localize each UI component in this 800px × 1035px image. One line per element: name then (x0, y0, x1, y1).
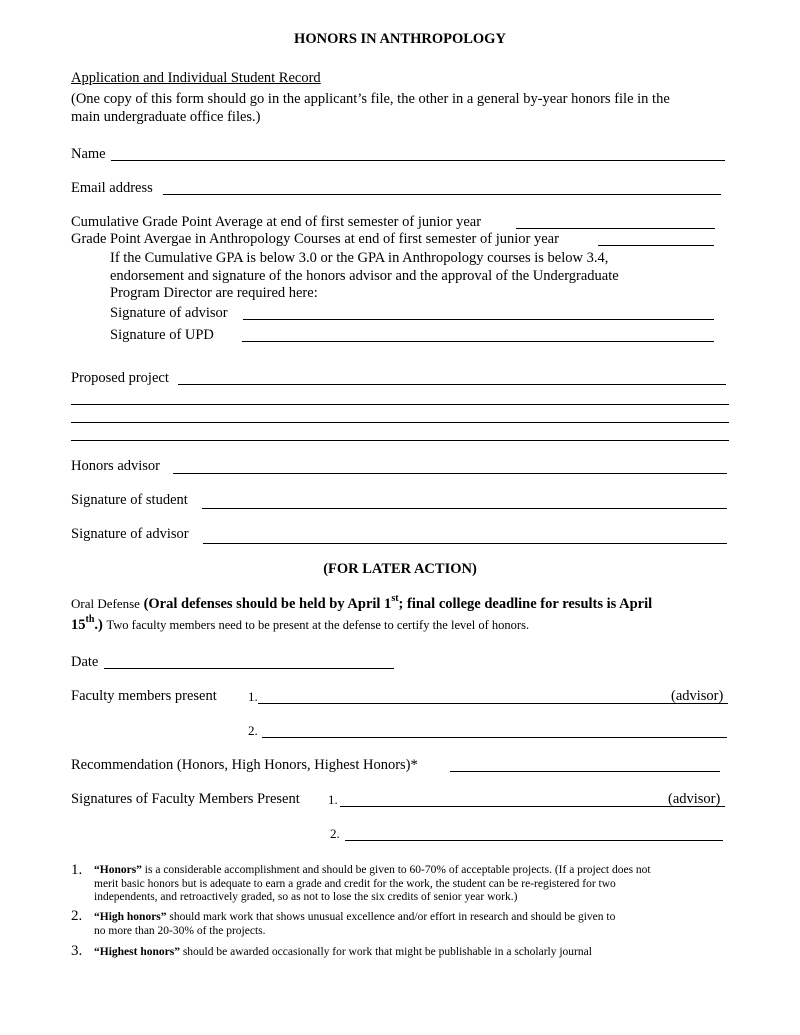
footnote-3 (94, 946, 592, 960)
date-line[interactable] (104, 668, 394, 669)
oral-defense-line-1 (71, 593, 653, 613)
cumulative-gpa-label: Cumulative Grade Point Average at end of first semester of junior year (71, 214, 482, 230)
signatures-faculty-label: Signatures of Faculty Members Present (71, 791, 300, 807)
signatures-faculty-advisor-tag: (advisor) (668, 791, 721, 807)
footnote-3-number: 3. (71, 943, 83, 959)
footnote-2-term: “High honors” (94, 911, 167, 923)
form-subtitle: Application and Individual Student Record (71, 70, 321, 86)
signatures-faculty-num-2: 2. (330, 826, 340, 841)
condition-line-1: If the Cumulative GPA is below 3.0 or the GPA in Anthropology courses is below 3.4, (110, 250, 609, 266)
footnote-1-line-3: independents, and retroactively graded, so as not to lose the six credits of senior year work.) (94, 891, 518, 903)
sup-st: st (391, 593, 399, 604)
footnote-2 (94, 911, 615, 938)
oral-defense-line-2 (71, 614, 530, 634)
signature-upd-label: Signature of UPD (110, 327, 214, 343)
footnote-1-term: “Honors” (94, 864, 142, 876)
date-label: Date (71, 654, 99, 670)
name-input-line[interactable] (111, 160, 725, 161)
signature-upd-line[interactable] (242, 341, 714, 342)
signature-advisor-1-line[interactable] (243, 319, 714, 320)
faculty-present-line-1[interactable] (258, 703, 728, 704)
oral-defense-day: 15 (71, 617, 86, 633)
faculty-present-label: Faculty members present (71, 688, 217, 704)
footnote-3-term: “Highest honors” (94, 946, 180, 958)
sup-th: th (85, 614, 95, 625)
page-title: HONORS IN ANTHROPOLOGY (294, 31, 506, 47)
anthro-gpa-input-line[interactable] (598, 245, 714, 246)
signature-advisor-2-label: Signature of advisor (71, 526, 189, 542)
signature-advisor-2-line[interactable] (203, 543, 727, 544)
condition-line-2: endorsement and signature of the honors advisor and the approval of the Undergraduate (110, 268, 619, 284)
oral-defense-deadline-b: ; final college deadline for results is April (398, 596, 653, 612)
footnote-2-line-2: no more than 20-30% of the projects. (94, 924, 266, 937)
later-action-heading: (FOR LATER ACTION) (323, 561, 477, 577)
footnote-3-line-1: should be awarded occasionally for work that might be publishable in a scholarly journal (179, 946, 592, 958)
oral-defense-deadline-a: (Oral defenses should be held by April 1 (143, 596, 392, 612)
signature-student-label: Signature of student (71, 492, 188, 508)
footnote-1-line-1: is a considerable accomplishment and should be given to 60-70% of acceptable projects. (If a project does not (141, 864, 651, 876)
name-label: Name (71, 146, 106, 162)
faculty-present-advisor-tag: (advisor) (671, 688, 724, 704)
proposed-project-label: Proposed project (71, 370, 169, 386)
proposed-project-line-3[interactable] (71, 422, 729, 423)
anthro-gpa-label: Grade Point Avergae in Anthropology Courses at end of first semester of junior year (71, 231, 559, 247)
instructions-line-1: (One copy of this form should go in the applicant’s file, the other in a general by-year honors file in the (71, 91, 670, 107)
footnote-1 (94, 864, 651, 905)
proposed-project-line-4[interactable] (71, 440, 729, 441)
footnote-1-line-2: merit basic honors but is adequate to earn a grade and credit for the work, the student can be re-registered for two (94, 877, 616, 890)
faculty-present-num-2: 2. (248, 723, 258, 738)
oral-defense-note: Two faculty members need to be present at the defense to certify the level of honors. (106, 618, 530, 632)
instructions-line-2: main undergraduate office files.) (71, 109, 261, 125)
cumulative-gpa-input-line[interactable] (516, 228, 715, 229)
proposed-project-line-2[interactable] (71, 404, 729, 405)
faculty-present-line-2[interactable] (262, 737, 727, 738)
proposed-project-line-1[interactable] (178, 384, 726, 385)
email-label: Email address (71, 180, 153, 196)
footnote-2-line-1: should mark work that shows unusual excellence and/or effort in research and should be given to (166, 911, 616, 923)
signatures-faculty-num-1: 1. (328, 792, 338, 807)
oral-defense-deadline-c: .) (94, 617, 103, 633)
email-input-line[interactable] (163, 194, 721, 195)
signatures-faculty-line-2[interactable] (345, 840, 723, 841)
honors-advisor-line[interactable] (173, 473, 727, 474)
footnote-1-number: 1. (71, 862, 83, 878)
condition-line-3: Program Director are required here: (110, 285, 318, 301)
faculty-present-num-1: 1. (248, 689, 258, 704)
footnote-2-number: 2. (71, 908, 83, 924)
oral-defense-label: Oral Defense (71, 596, 140, 611)
recommendation-line[interactable] (450, 771, 720, 772)
signature-student-line[interactable] (202, 508, 727, 509)
honors-advisor-label: Honors advisor (71, 458, 161, 474)
signature-advisor-1-label: Signature of advisor (110, 305, 228, 321)
recommendation-label: Recommendation (Honors, High Honors, Highest Honors)* (71, 757, 418, 773)
